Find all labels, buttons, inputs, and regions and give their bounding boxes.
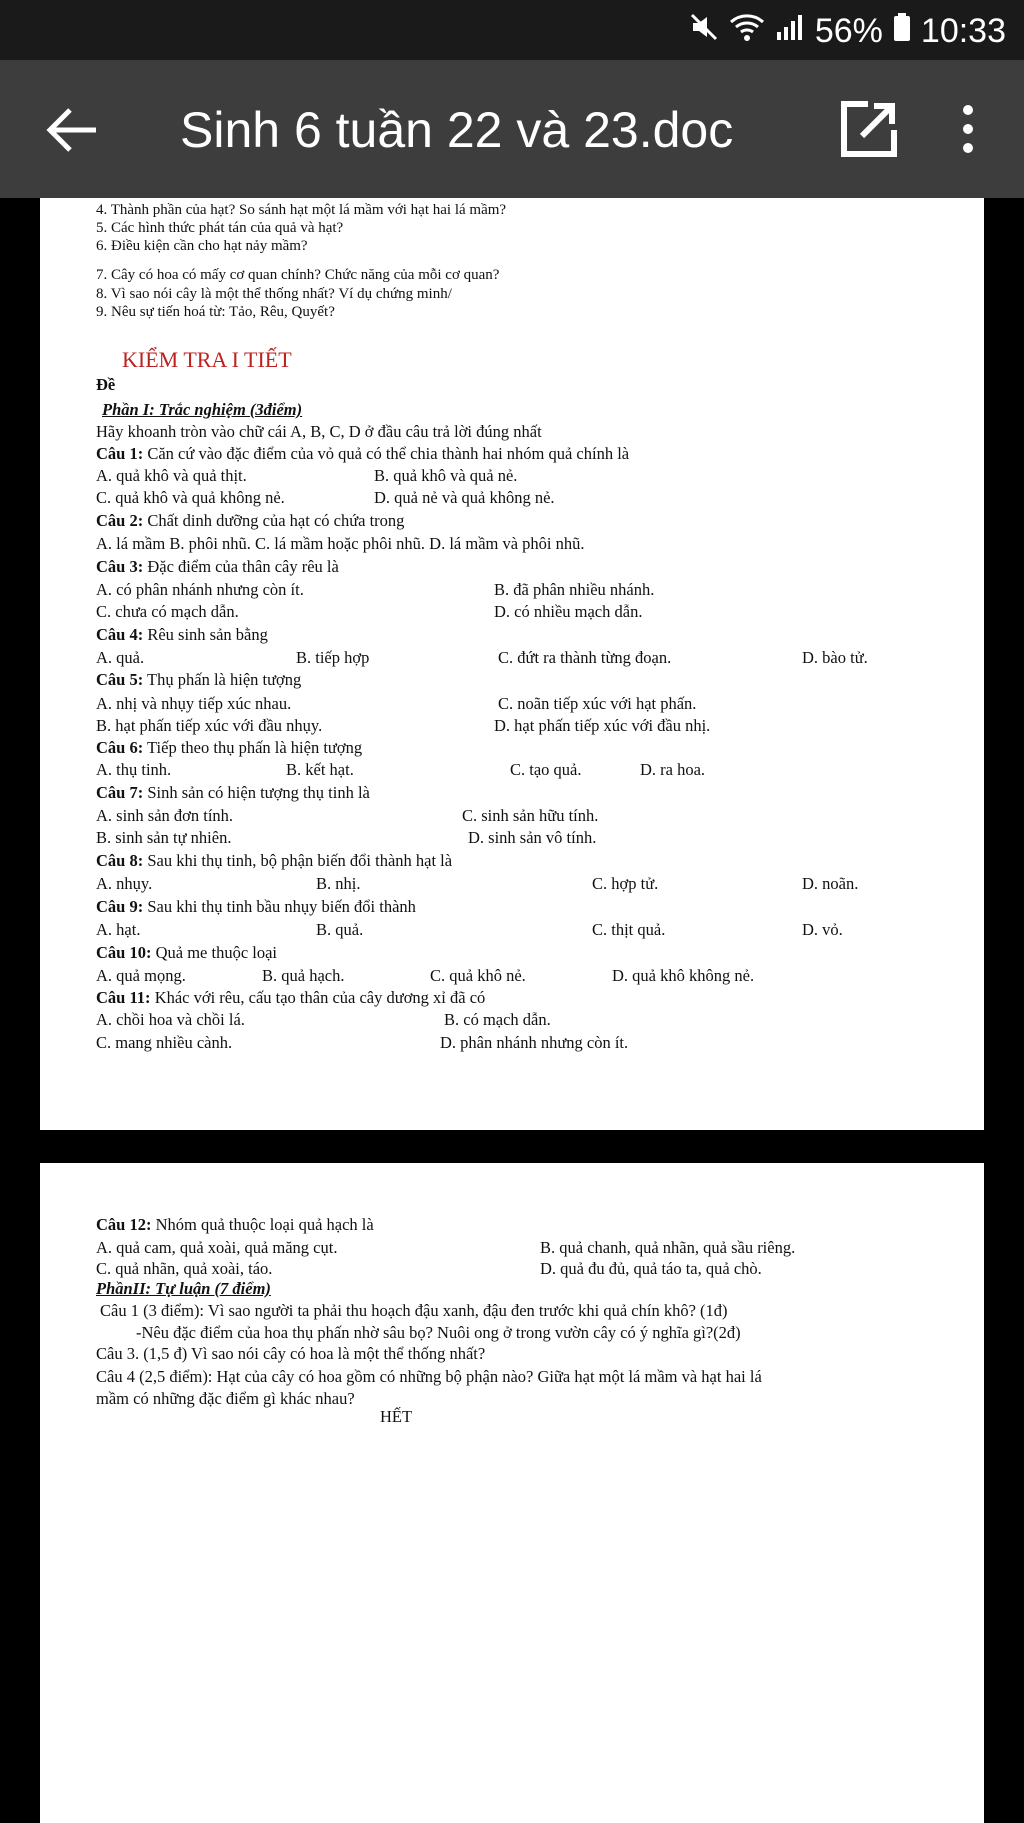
option: D. bào tử. (802, 648, 868, 667)
option: B. nhị. (316, 874, 361, 893)
question: Câu 1: Căn cứ vào đặc điểm của vỏ quả có thể chia thành hai nhóm quả chính là (96, 444, 630, 463)
open-external-icon[interactable] (838, 98, 900, 160)
option: C. chưa có mạch dẫn. (96, 602, 239, 621)
essay-question: Câu 1 (3 điểm): Vì sao người ta phải thu hoạch đậu xanh, đậu đen trước khi quả chín khô? (1đ) (100, 1301, 728, 1320)
option: C. quả khô nẻ. (430, 966, 526, 985)
battery-percent: 56% (814, 12, 883, 50)
option: A. lá mầm B. phôi nhũ. C. lá mầm hoặc phôi nhũ. D. lá mầm và phôi nhũ. (96, 534, 585, 553)
test-title: KIỂM TRA I TIẾT (122, 347, 292, 372)
option: B. có mạch dẫn. (444, 1010, 551, 1029)
essay-question: -Nêu đặc điểm của hoa thụ phấn nhờ sâu bọ? Nuôi ong ở trong vườn cây có ý nghĩa gì?(2đ) (136, 1323, 741, 1342)
part1-title: Phần I: Trắc nghiệm (3điểm) (102, 400, 303, 419)
question: Câu 3: Đặc điểm của thân cây rêu là (96, 557, 339, 576)
option: A. quả khô và quả thịt. (96, 466, 247, 485)
option: A. nhị và nhụy tiếp xúc nhau. (96, 694, 292, 713)
end-label: HẾT (380, 1407, 413, 1426)
question: Câu 8: Sau khi thụ tinh, bộ phận biến đổi thành hạt là (96, 851, 453, 870)
review-item: 6. Điều kiện cần cho hạt nảy mầm? (96, 238, 308, 254)
question: Câu 2: Chất dinh dưỡng của hạt có chứa trong (96, 511, 405, 530)
back-arrow-icon[interactable] (42, 100, 102, 160)
option: A. quả cam, quả xoài, quả măng cụt. (96, 1238, 338, 1257)
option: D. hạt phấn tiếp xúc với đầu nhị. (494, 716, 711, 735)
option: A. quả mọng. (96, 966, 186, 985)
question: Câu 12: Nhóm quả thuộc loại quả hạch là (96, 1215, 374, 1234)
option: D. quả đu đủ, quả táo ta, quả chò. (540, 1259, 762, 1278)
essay-question: mầm có những đặc điểm gì khác nhau? (96, 1389, 355, 1408)
option: B. quả chanh, quả nhãn, quả sầu riêng. (540, 1238, 796, 1257)
option: D. ra hoa. (640, 760, 706, 779)
review-item: 7. Cây có hoa có mấy cơ quan chính? Chức năng của mỗi cơ quan? (96, 267, 500, 283)
option: A. chồi hoa và chồi lá. (96, 1010, 245, 1029)
option: C. tạo quả. (510, 760, 582, 779)
option: A. sinh sản đơn tính. (96, 806, 234, 825)
option: D. có nhiều mạch dẫn. (494, 602, 643, 621)
option: B. sinh sản tự nhiên. (96, 828, 232, 847)
option: A. quả. (96, 648, 145, 667)
option: C. quả nhãn, quả xoài, táo. (96, 1259, 273, 1278)
question: Câu 7: Sinh sản có hiện tượng thụ tinh là (96, 783, 370, 802)
option: A. hạt. (96, 920, 141, 939)
option: B. tiếp hợp (296, 648, 370, 667)
option: B. quả khô và quả nẻ. (374, 466, 518, 485)
question: Câu 5: Thụ phấn là hiện tượng (96, 670, 302, 689)
option: D. phân nhánh nhưng còn ít. (440, 1033, 629, 1052)
option: D. vỏ. (802, 920, 843, 939)
de-label: Đề (96, 375, 116, 394)
review-item: 5. Các hình thức phát tán của quả và hạt? (96, 220, 344, 236)
option: C. noãn tiếp xúc với hạt phấn. (498, 694, 697, 713)
option: A. có phân nhánh nhưng còn ít. (96, 580, 304, 599)
part2-title: PhầnII: Tự luận (7 điểm) (96, 1279, 271, 1298)
option: C. quả khô và quả không nẻ. (96, 488, 285, 507)
review-item: 4. Thành phần của hạt? So sánh hạt một lá mầm với hạt hai lá mầm? (96, 202, 507, 218)
option: B. đã phân nhiều nhánh. (494, 580, 655, 599)
question: Câu 9: Sau khi thụ tinh bầu nhụy biến đổi thành (96, 897, 416, 916)
instruction: Hãy khoanh tròn vào chữ cái A, B, C, D ở đầu câu trả lời đúng nhất (96, 422, 542, 441)
option: C. hợp tử. (592, 874, 659, 893)
option: D. quả nẻ và quả không nẻ. (374, 488, 555, 507)
option: D. quả khô không nẻ. (612, 966, 755, 985)
signal-icon (775, 12, 805, 51)
app-bar (0, 60, 1024, 198)
question: Câu 10: Quả me thuộc loại (96, 943, 278, 962)
essay-question: Câu 3. (1,5 đ) Vì sao nói cây có hoa là một thể thống nhất? (96, 1344, 486, 1363)
option: B. kết hạt. (286, 760, 354, 779)
option: C. sinh sản hữu tính. (462, 806, 599, 825)
review-item: 9. Nêu sự tiến hoá từ: Tảo, Rêu, Quyết? (96, 304, 335, 320)
clock: 10:33 (920, 12, 1006, 50)
option: A. thụ tinh. (96, 760, 172, 779)
option: D. sinh sản vô tính. (468, 828, 597, 847)
review-item: 8. Vì sao nói cây là một thể thống nhất? Ví dụ chứng minh/ (96, 286, 452, 302)
more-options-icon[interactable] (948, 98, 988, 160)
option: C. đứt ra thành từng đoạn. (498, 648, 672, 667)
question: Câu 4: Rêu sinh sản bằng (96, 625, 268, 644)
question: Câu 6: Tiếp theo thụ phấn là hiện tượng (96, 738, 363, 757)
option: C. mang nhiều cành. (96, 1033, 233, 1052)
status-bar (0, 0, 1024, 60)
document-page-1 (40, 198, 984, 1130)
option: D. noãn. (802, 874, 859, 893)
option: B. quả hạch. (262, 966, 345, 985)
mute-icon (689, 12, 719, 51)
option: C. thịt quả. (592, 920, 666, 939)
essay-question: Câu 4 (2,5 điểm): Hạt của cây có hoa gồm có những bộ phận nào? Giữa hạt một lá mầm và hạt hai lá (96, 1367, 762, 1386)
battery-icon (893, 12, 911, 51)
wifi-icon (729, 12, 765, 51)
option: B. quả. (316, 920, 364, 939)
option: B. hạt phấn tiếp xúc với đầu nhụy. (96, 716, 323, 735)
option: A. nhụy. (96, 874, 153, 893)
question: Câu 11: Khác với rêu, cấu tạo thân của cây dương xỉ đã có (96, 988, 486, 1007)
document-title: Sinh 6 tuần 22 và 23.doc (180, 102, 734, 158)
document-page-2 (40, 1163, 984, 1823)
